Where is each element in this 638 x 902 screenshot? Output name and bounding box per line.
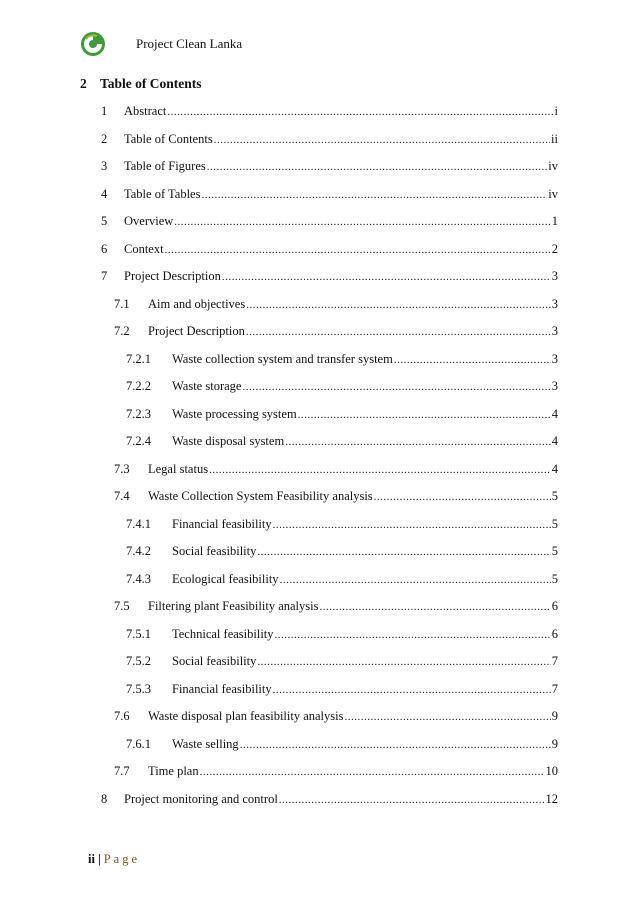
- toc-leader-dots: [374, 488, 551, 506]
- toc-entry-title: Project monitoring and control: [124, 791, 278, 806]
- toc-entry-page: 3: [551, 269, 558, 283]
- toc-leader-dots: [280, 571, 551, 589]
- toc-entry[interactable]: [0, 570, 638, 588]
- toc-entry-page: 12: [545, 791, 558, 806]
- toc-leader-dots: [207, 158, 548, 176]
- toc-entry-number: 8: [101, 791, 108, 806]
- toc-entry-number: 7.5.2: [126, 654, 151, 668]
- toc-entry[interactable]: [0, 680, 638, 698]
- toc-leader-dots: [209, 461, 551, 479]
- toc-entry-title: Financial feasibility: [172, 681, 272, 696]
- toc-entry-title: Technical feasibility: [172, 626, 274, 641]
- toc-entry-title: Ecological feasibility: [172, 571, 279, 586]
- toc-entry-page: 5: [551, 489, 558, 503]
- toc-leader-dots: [246, 323, 551, 341]
- toc-entry-page: 6: [551, 626, 558, 641]
- toc-entry-page: 5: [551, 544, 558, 558]
- toc-leader-dots: [257, 543, 550, 561]
- toc-entry[interactable]: [0, 460, 638, 478]
- toc-entry-title: Project Description: [148, 324, 245, 338]
- toc-entry-title: Filtering plant Feasibility analysis: [148, 599, 319, 613]
- toc-leader-dots: [285, 433, 551, 451]
- toc-entry-page: 4: [551, 406, 558, 421]
- toc-entry-title: Social feasibility: [172, 544, 257, 558]
- toc-leader-dots: [240, 736, 551, 754]
- toc-entry-page: 4: [551, 434, 558, 448]
- green-swirl-logo-icon: [80, 31, 106, 57]
- toc-entry-page: 6: [551, 599, 558, 613]
- toc-entry-title: Abstract: [124, 104, 167, 118]
- toc-leader-dots: [214, 131, 550, 149]
- toc-entry-number: 7.4: [114, 489, 130, 503]
- toc-leader-dots: [246, 296, 551, 314]
- toc-entry-title: Waste storage: [172, 379, 242, 393]
- toc-entry-title: Project Description: [124, 269, 221, 283]
- toc-entry-number: 7.2.1: [126, 351, 151, 366]
- toc-entry-number: 1: [101, 104, 108, 118]
- toc-entry-number: 4: [101, 186, 108, 201]
- toc-entry[interactable]: [0, 267, 638, 285]
- toc-entry-page: 1: [551, 214, 558, 228]
- toc-entry-page: 10: [545, 764, 558, 778]
- toc-entry[interactable]: [0, 377, 638, 395]
- toc-entry[interactable]: [0, 102, 638, 120]
- toc-entry[interactable]: [0, 487, 638, 505]
- toc-entry-page: 9: [551, 709, 558, 723]
- footer-page-word: Page: [103, 852, 141, 866]
- toc-entry-page: 4: [551, 461, 558, 476]
- toc-entry-title: Waste selling: [172, 736, 239, 751]
- toc-entry-number: 5: [101, 214, 108, 228]
- toc-leader-dots: [279, 791, 545, 809]
- toc-leader-dots: [222, 268, 551, 286]
- toc-entry-number: 7.5.3: [126, 681, 151, 696]
- toc-entry-title: Context: [124, 241, 164, 256]
- toc-leader-dots: [257, 653, 550, 671]
- toc-entry-number: 7.3: [114, 461, 130, 476]
- toc-entry[interactable]: [0, 405, 638, 423]
- toc-entry-title: Aim and objectives: [148, 296, 246, 311]
- toc-leader-dots: [200, 763, 545, 781]
- toc-entry[interactable]: [0, 652, 638, 670]
- toc-entry-title: Overview: [124, 214, 174, 228]
- toc-entry[interactable]: [0, 212, 638, 230]
- document-title: Project Clean Lanka: [136, 36, 243, 51]
- toc-entry-number: 7: [101, 269, 108, 283]
- toc-entry-title: Waste collection system and transfer system: [172, 351, 393, 366]
- toc-entry-number: 2: [101, 131, 108, 146]
- toc-entry-page: 3: [551, 324, 558, 338]
- toc-entry-number: 7.5: [114, 599, 130, 613]
- toc-entry[interactable]: [0, 350, 638, 368]
- toc-heading-number: 2: [80, 76, 87, 91]
- toc-entry-title: Legal status: [148, 461, 209, 476]
- toc-entry[interactable]: [0, 322, 638, 340]
- toc-entry[interactable]: [0, 185, 638, 203]
- toc-entry-page: 5: [551, 571, 558, 586]
- footer-separator: |: [97, 852, 101, 866]
- toc-entry-title: Waste processing system: [172, 406, 297, 421]
- toc-entry-number: 7.4.1: [126, 516, 151, 531]
- toc-entry-number: 7.2.4: [126, 434, 151, 448]
- toc-entry[interactable]: [0, 597, 638, 615]
- toc-entry-title: Table of Tables: [124, 186, 201, 201]
- toc-entry-number: 7.4.2: [126, 544, 151, 558]
- toc-entry-number: 7.2.2: [126, 379, 151, 393]
- toc-entry-number: 7.1: [114, 296, 130, 311]
- toc-entry-page: iv: [548, 186, 558, 201]
- toc-heading: [80, 76, 202, 92]
- page-header: [80, 24, 242, 64]
- toc-entry-number: 3: [101, 159, 108, 173]
- toc-entry-number: 7.4.3: [126, 571, 151, 586]
- toc-entry[interactable]: [0, 762, 638, 780]
- toc-entry-page: 3: [551, 351, 558, 366]
- toc-leader-dots: [275, 626, 551, 644]
- toc-entry-page: iv: [548, 159, 558, 173]
- toc-entry-title: Waste Collection System Feasibility analysis: [148, 489, 373, 503]
- toc-heading-title: Table of Contents: [100, 76, 202, 91]
- toc-entry-title: Waste disposal system: [172, 434, 285, 448]
- toc-leader-dots: [273, 681, 551, 699]
- toc-entry-title: Financial feasibility: [172, 516, 272, 531]
- toc-entry-title: Waste disposal plan feasibility analysis: [148, 709, 344, 723]
- toc-entry[interactable]: [0, 790, 638, 808]
- toc-leader-dots: [242, 378, 550, 396]
- toc-entry-page: 7: [551, 681, 558, 696]
- toc-leader-dots: [344, 708, 550, 726]
- toc-entry[interactable]: [0, 707, 638, 725]
- toc-entry-page: 3: [551, 379, 558, 393]
- toc-entry[interactable]: [0, 295, 638, 313]
- toc-entry[interactable]: [0, 432, 638, 450]
- toc-leader-dots: [273, 516, 551, 534]
- toc-entry[interactable]: [0, 625, 638, 643]
- toc-entry-title: Table of Contents: [124, 131, 213, 146]
- toc-entry-number: 7.6.1: [126, 736, 151, 751]
- toc-entry-number: 7.2.3: [126, 406, 151, 421]
- toc-leader-dots: [174, 213, 550, 231]
- page-footer: [88, 852, 140, 867]
- toc-entry-number: 6: [101, 241, 108, 256]
- toc-leader-dots: [167, 103, 553, 121]
- toc-entry[interactable]: [0, 157, 638, 175]
- toc-entry-number: 7.2: [114, 324, 130, 338]
- toc-entry-page: 7: [551, 654, 558, 668]
- toc-entry-page: 3: [551, 296, 558, 311]
- toc-entry-title: Table of Figures: [124, 159, 206, 173]
- toc-leader-dots: [319, 598, 550, 616]
- toc-leader-dots: [298, 406, 551, 424]
- toc-leader-dots: [201, 186, 547, 204]
- toc-leader-dots: [394, 351, 551, 369]
- toc-entry-number: 7.6: [114, 709, 130, 723]
- toc-entry-page: i: [554, 104, 558, 118]
- toc-entry-number: 7.5.1: [126, 626, 151, 641]
- toc-entry-title: Time plan: [148, 764, 199, 778]
- toc-entry-title: Social feasibility: [172, 654, 257, 668]
- footer-page-number: ii: [88, 852, 95, 866]
- toc-entry[interactable]: [0, 515, 638, 533]
- toc-entry[interactable]: [0, 240, 638, 258]
- toc-entry-page: 9: [551, 736, 558, 751]
- toc-entry-page: ii: [551, 131, 558, 146]
- toc-entry-page: 2: [551, 241, 558, 256]
- toc-entry-page: 5: [551, 516, 558, 531]
- toc-entry[interactable]: [0, 735, 638, 753]
- toc-entry-number: 7.7: [114, 764, 130, 778]
- toc-entry[interactable]: [0, 542, 638, 560]
- toc-leader-dots: [165, 241, 551, 259]
- toc-entry[interactable]: [0, 130, 638, 148]
